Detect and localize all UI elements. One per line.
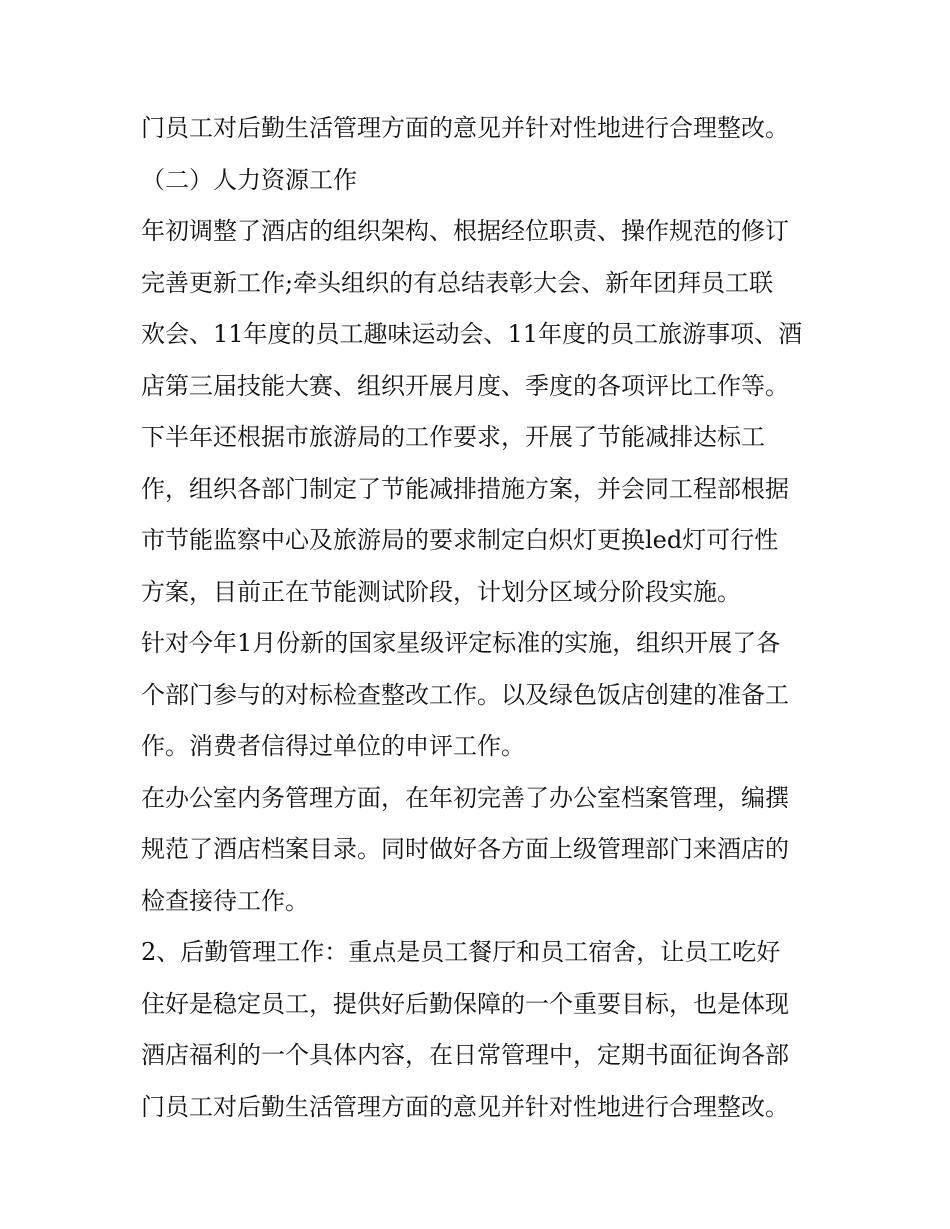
text-line: 酒店福利的一个具体内容，在日常管理中，定期书面征询各部 [141,1041,789,1069]
text-line: 市节能监察中心及旅游局的要求制定白炽灯更换led灯可行性 [141,526,779,554]
text-line: 完善更新工作;牵头组织的有总结表彰大会、新年团拜员工联 [141,268,774,297]
text-line: 在办公室内务管理方面，在年初完善了办公室档案管理，编撰 [141,783,789,812]
text-line: 门员工对后勤生活管理方面的意见并针对性地进行合理整改。 [141,1092,789,1121]
text-line: 作，组织各部门制定了节能减排措施方案，并会同工程部根据 [141,474,789,503]
text-line: 针对今年1月份新的国家星级评定标准的实施，组织开展了各 [141,629,781,657]
text-line: 方案，目前正在节能测试阶段，计划分区域分阶段实施。 [141,577,741,606]
text-line: 欢会、11年度的员工趣味运动会、11年度的员工旅游事项、酒 [141,320,803,348]
text-line: 作。消费者信得过单位的申评工作。 [141,732,525,760]
text-line: 住好是稳定员工，提供好后勤保障的一个重要目标，也是体现 [141,989,789,1018]
text-line: 年初调整了酒店的组织架构、根据经位职责、操作规范的修订 [141,217,789,245]
text-line: 检查接待工作。 [141,886,309,915]
text-line: 2、后勤管理工作：重点是员工餐厅和员工宿舍，让员工吃好 [141,938,781,966]
body-text [141,103,821,1133]
text-line: 店第三届技能大赛、组织开展月度、季度的各项评比工作等。 [141,371,789,400]
text-line: 规范了酒店档案目录。同时做好各方面上级管理部门来酒店的 [141,835,789,863]
text-line: 个部门参与的对标检查整改工作。以及绿色饭店创建的准备工 [141,680,789,709]
section-heading: （二）人力资源工作 [141,165,357,194]
text-line: 门员工对后勤生活管理方面的意见并针对性地进行合理整改。 [141,114,789,142]
text-line: 下半年还根据市旅游局的工作要求，开展了节能减排达标工 [141,423,765,451]
